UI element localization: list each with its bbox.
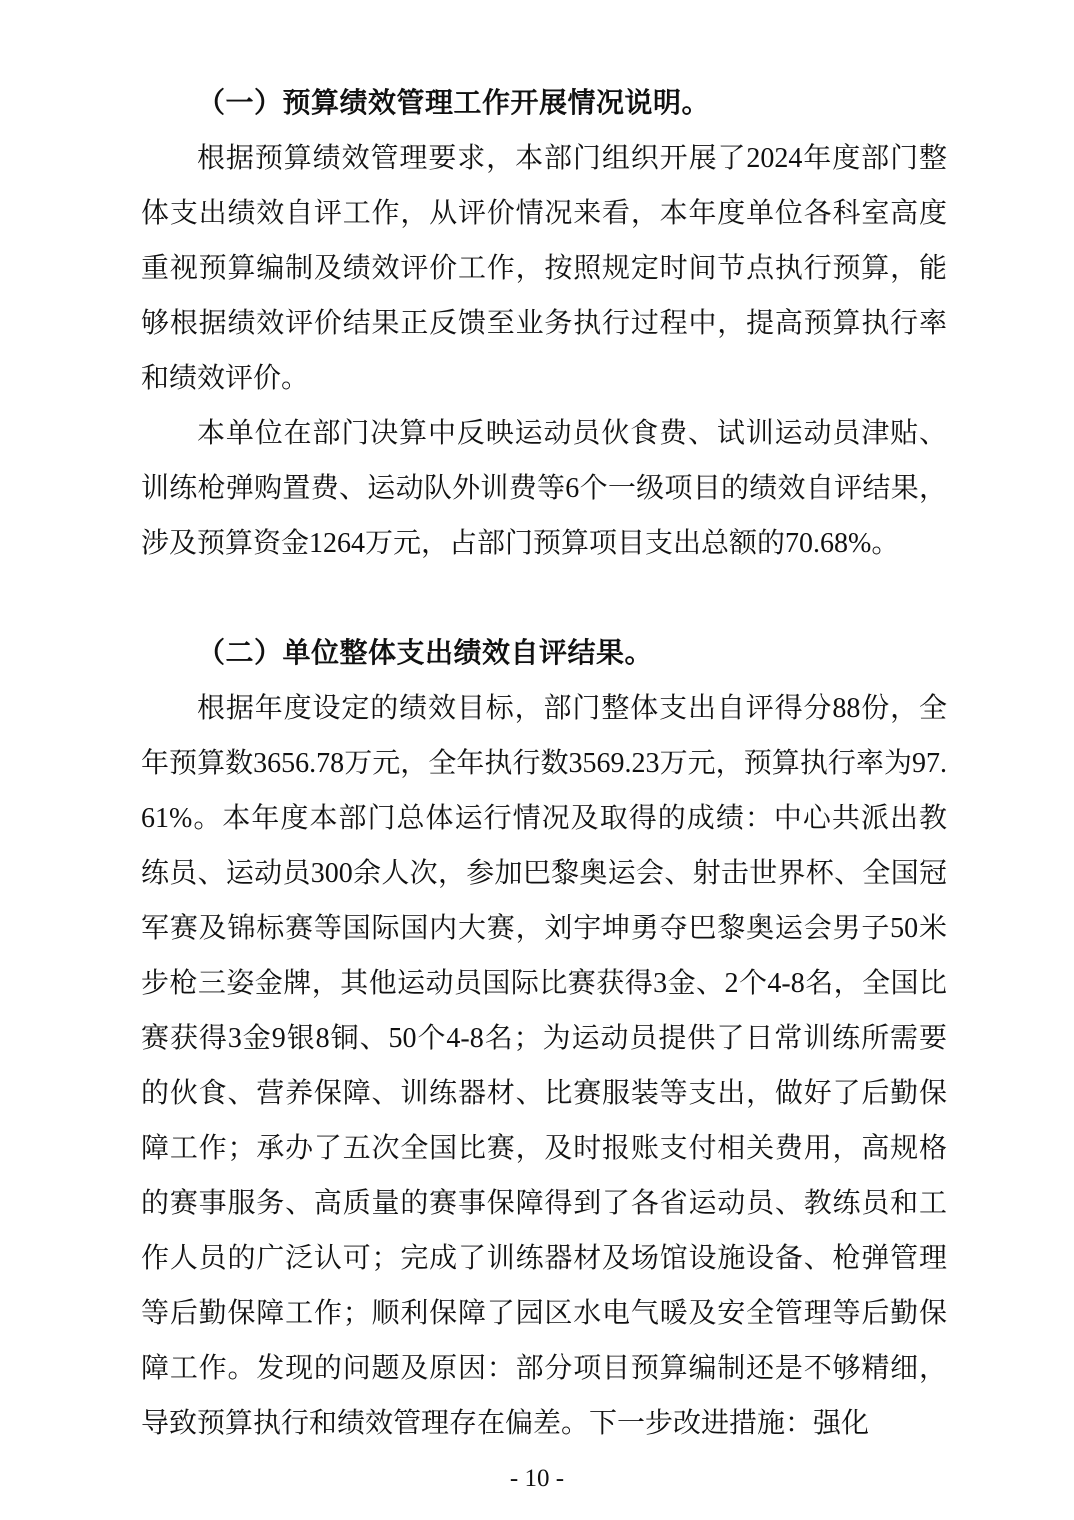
section-2-heading: （二）单位整体支出绩效自评结果。 — [197, 638, 654, 669]
section-1-heading: （一）预算绩效管理工作开展情况说明。 — [197, 88, 711, 119]
page-number: - 10 - — [509, 1465, 565, 1492]
section-1-paragraph-1: 根据预算绩效管理要求，本部门组织开展了2024年度部门整体支出绩效自评工作，从评价情况来看，本年度单位各科室高度重视预算编制及绩效评价工作，按照规定时间节点执行预算，能够根据绩效评价结果正反馈至业务执行过程中，提高预算执行率和绩效评价。 — [141, 143, 947, 394]
document-body — [141, 76, 947, 1451]
section-1-paragraph-2: 本单位在部门决算中反映运动员伙食费、试训运动员津贴、训练枪弹购置费、运动队外训费等6个一级项目的绩效自评结果，涉及预算资金1264万元，占部门预算项目支出总额的70.68%。 — [141, 418, 947, 559]
section-2-paragraph-1: 根据年度设定的绩效目标，部门整体支出自评得分88份，全年预算数3656.78万元，全年执行数3569.23万元，预算执行率为97.61%。本年度本部门总体运行情况及取得的成绩：中心共派出教练员、运动员300余人次，参加巴黎奥运会、射击世界杯、全国冠军赛及锦标赛等国际国内大赛，刘宇坤勇夺巴黎奥运会男子50米步枪三姿金牌，其他运动员国际比赛获得3金、2个4-8名，全国比赛获得3金9银8铜、50个4-8名；为运动员提供了日常训练所需要的伙食、营养保障、训练器材、比赛服装等支出，做好了后勤保障工作；承办了五次全国比赛，及时报账支付相关费用，高规格的赛事服务、高质量的赛事保障得到了各省运动员、教练员和工作人员的广泛认可；完成了训练器材及场馆设施设备、枪弹管理等后勤保障工作；顺利保障了园区水电气暖及安全管理等后勤保障工作。发现的问题及原因：部分项目预算编制还是不够精细，导致预算执行和绩效管理存在偏差。下一步改进措施：强化 — [141, 693, 947, 1439]
